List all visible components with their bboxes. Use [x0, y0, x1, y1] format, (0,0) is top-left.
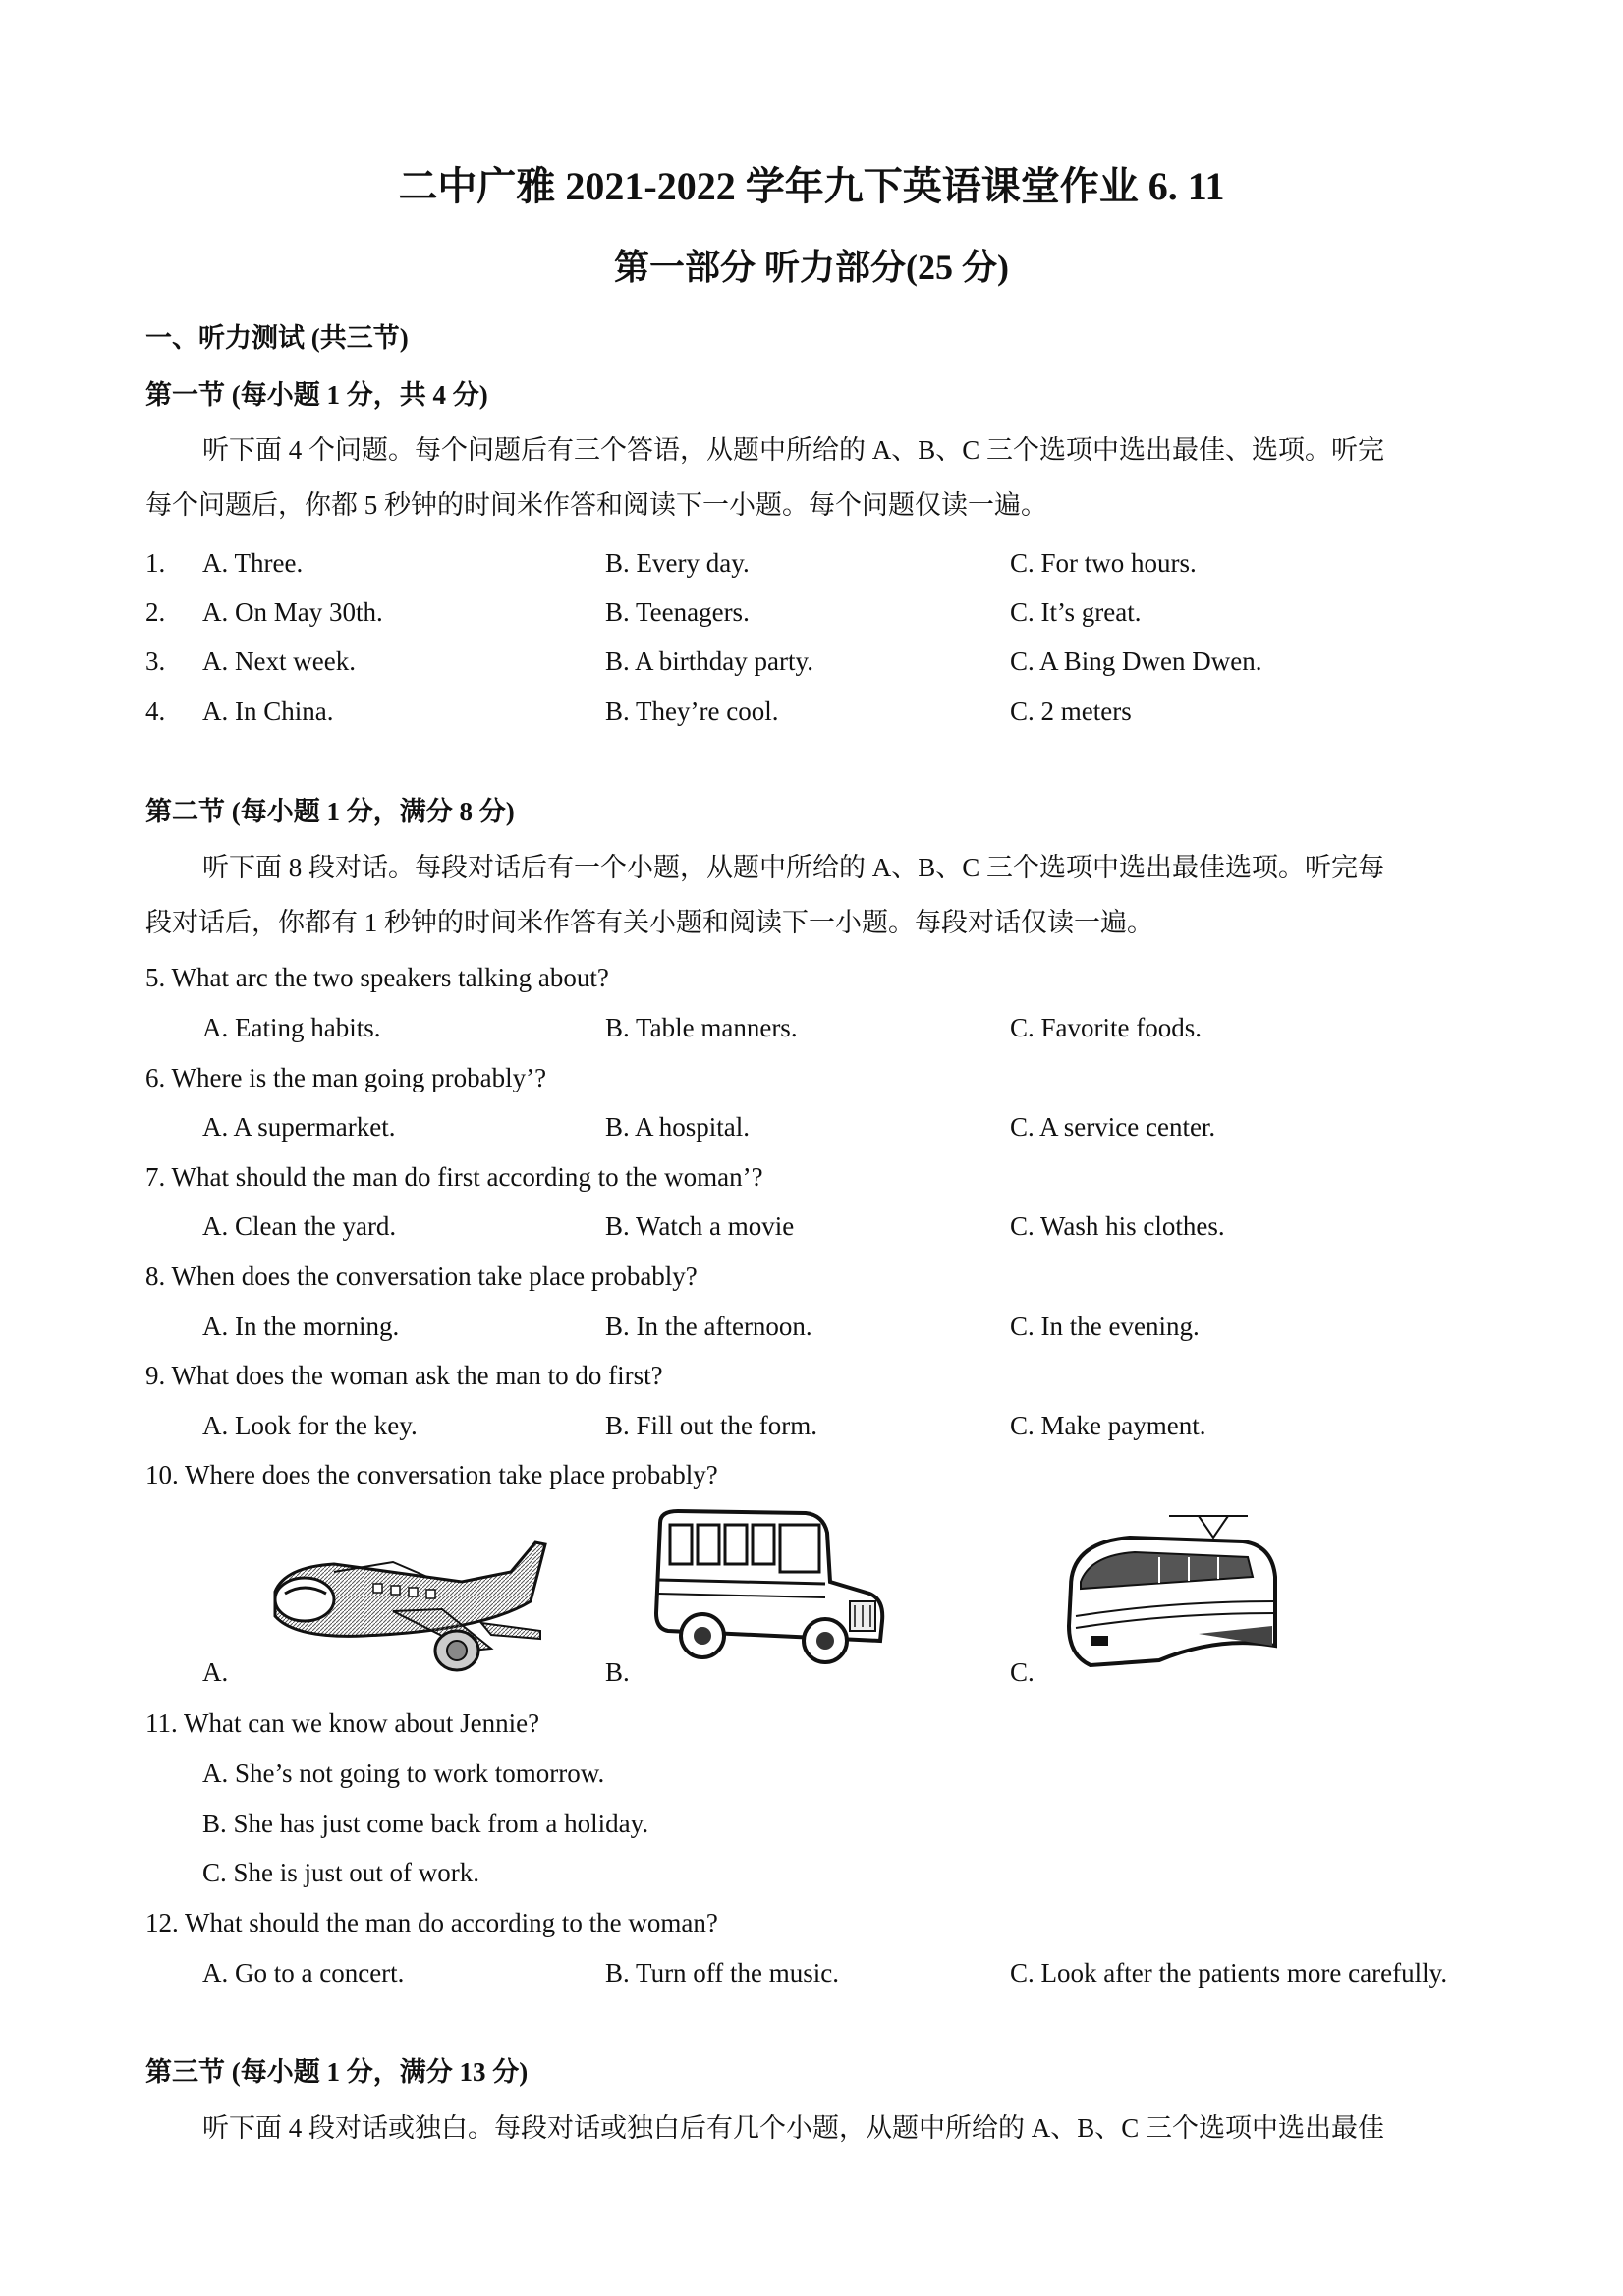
option-a: A. Look for the key. — [202, 1411, 418, 1440]
section1-heading: 第一节 (每小题 1 分，共 4 分) — [145, 380, 488, 410]
question-number: 2. — [145, 597, 166, 627]
question-5: 5. What arc the two speakers talking about? — [145, 963, 609, 992]
question-6: 6. Where is the man going probably’? — [145, 1063, 547, 1092]
option-c: C. She is just out of work. — [202, 1858, 480, 1887]
document-title: 二中广雅 2021-2022 学年九下英语课堂作业 6. 11 — [398, 164, 1225, 208]
option-c: C. Make payment. — [1010, 1411, 1206, 1440]
question-number: 1. — [145, 548, 166, 578]
option-b: B. Watch a movie — [605, 1211, 795, 1241]
bus-image — [648, 1503, 889, 1670]
option-b: B. Fill out the form. — [605, 1411, 817, 1440]
option-c: C. For two hours. — [1010, 548, 1197, 578]
train-image — [1051, 1508, 1282, 1680]
option-a: A. A supermarket. — [202, 1112, 396, 1142]
option-b: B. She has just come back from a holiday. — [202, 1809, 649, 1838]
option-c: C. A Bing Dwen Dwen. — [1010, 646, 1262, 676]
question-11: 11. What can we know about Jennie? — [145, 1708, 540, 1738]
section2-heading: 第二节 (每小题 1 分，满分 8 分) — [145, 797, 515, 826]
part-title: 第一部分 听力部分(25 分) — [614, 248, 1009, 287]
option-c: C. — [1010, 1657, 1035, 1687]
section2-instruction-line1: 听下面 8 段对话。每段对话后有一个小题，从题中所给的 A、B、C 三个选项中选出最佳选项。听完每 — [202, 853, 1385, 882]
option-c: C. Favorite foods. — [1010, 1013, 1202, 1042]
option-c: C. Look after the patients more carefully. — [1010, 1958, 1448, 1988]
option-b: B. Table manners. — [605, 1013, 798, 1042]
option-a: A. Clean the yard. — [202, 1211, 397, 1241]
option-c: C. It’s great. — [1010, 597, 1142, 627]
option-c: C. 2 meters — [1010, 697, 1132, 726]
option-b: B. A birthday party. — [605, 646, 813, 676]
section2-instruction-line2: 段对话后，你都有 1 秒钟的时间米作答有关小题和阅读下一小题。每段对话仅读一遍。 — [145, 908, 1153, 937]
question-9: 9. What does the woman ask the man to do first? — [145, 1361, 663, 1390]
option-a: A. Three. — [202, 548, 304, 578]
option-b: B. — [605, 1657, 630, 1687]
question-10: 10. Where does the conversation take place probably? — [145, 1460, 718, 1489]
option-a: A. Eating habits. — [202, 1013, 381, 1042]
option-a: A. Go to a concert. — [202, 1958, 405, 1988]
option-b: B. A hospital. — [605, 1112, 751, 1142]
option-a: A. In the morning. — [202, 1312, 400, 1341]
option-b: B. In the afternoon. — [605, 1312, 812, 1341]
option-b: B. Turn off the music. — [605, 1958, 840, 1988]
section3-heading: 第三节 (每小题 1 分，满分 13 分) — [145, 2057, 529, 2087]
section1-instruction-line1: 听下面 4 个问题。每个问题后有三个答语，从题中所给的 A、B、C 三个选项中选出最佳、选项。听完 — [202, 435, 1385, 465]
option-c: C. A service center. — [1010, 1112, 1216, 1142]
option-a: A. Next week. — [202, 646, 356, 676]
option-a: A. — [202, 1657, 229, 1687]
part-heading: 一、听力测试 (共三节) — [145, 323, 409, 353]
question-8: 8. When does the conversation take place probably? — [145, 1261, 698, 1291]
option-c: C. In the evening. — [1010, 1312, 1200, 1341]
option-a: A. In China. — [202, 697, 334, 726]
option-c: C. Wash his clothes. — [1010, 1211, 1225, 1241]
question-number: 3. — [145, 646, 166, 676]
question-7: 7. What should the man do first according to the woman’? — [145, 1162, 763, 1192]
section1-instruction-line2: 每个问题后，你都 5 秒钟的时间米作答和阅读下一小题。每个问题仅读一遍。 — [145, 490, 1047, 520]
question-number: 4. — [145, 697, 166, 726]
option-b: B. They’re cool. — [605, 697, 779, 726]
question-12: 12. What should the man do according to the woman? — [145, 1908, 718, 1937]
option-a: A. On May 30th. — [202, 597, 383, 627]
section3-instruction-line1: 听下面 4 段对话或独白。每段对话或独白后有几个小题，从题中所给的 A、B、C 三个选项中选出最佳 — [202, 2113, 1385, 2143]
option-a: A. She’s not going to work tomorrow. — [202, 1759, 605, 1788]
option-b: B. Teenagers. — [605, 597, 750, 627]
option-b: B. Every day. — [605, 548, 750, 578]
airplane-image — [246, 1533, 565, 1680]
